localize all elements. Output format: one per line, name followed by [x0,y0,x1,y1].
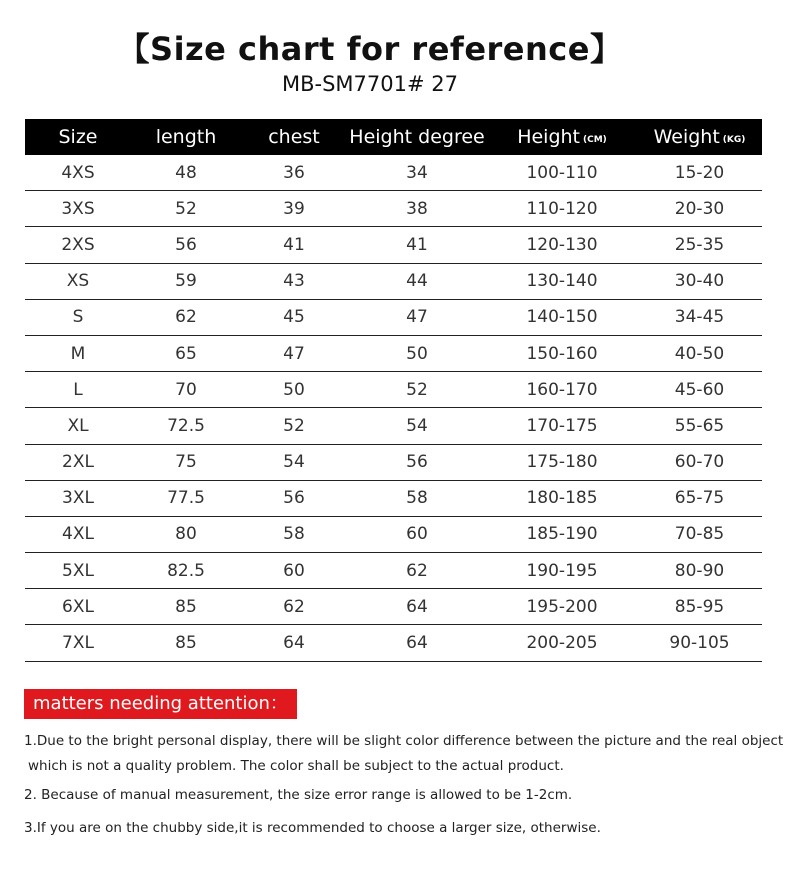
table-cell: 64 [347,589,487,625]
table-cell: 34 [347,155,487,191]
table-row [25,480,762,516]
table-cell: 38 [347,191,487,227]
table-cell: 41 [241,227,347,263]
column-header [347,119,487,155]
table-row [25,444,762,480]
table-cell: 2XL [25,444,131,480]
table-cell: 6XL [25,589,131,625]
table-cell: 200-205 [487,625,637,661]
note-3: 3.If you are on the chubby side,it is recommended to choose a larger size, otherwise. [24,820,601,836]
table-cell: 50 [241,372,347,408]
table-cell: 34-45 [637,299,762,335]
table-cell: 36 [241,155,347,191]
table-cell: 58 [347,480,487,516]
table-row [25,299,762,335]
table-cell: 15-20 [637,155,762,191]
table-cell: 180-185 [487,480,637,516]
table-cell: 30-40 [637,263,762,299]
table-cell: 54 [241,444,347,480]
table-cell: 52 [347,372,487,408]
table-cell: 85 [131,625,241,661]
table-cell: 70-85 [637,516,762,552]
column-header-label: Weight [653,126,720,148]
table-cell: 60-70 [637,444,762,480]
table-cell: 100-110 [487,155,637,191]
table-cell: 130-140 [487,263,637,299]
table-cell: M [25,335,131,371]
column-header-label: Height degree [349,126,485,148]
table-cell: 82.5 [131,553,241,589]
column-header-label: Size [58,126,98,148]
table-cell: 72.5 [131,408,241,444]
table-cell: 62 [241,589,347,625]
table-row [25,372,762,408]
table-row [25,516,762,552]
table-row [25,191,762,227]
column-header [131,119,241,155]
table-cell: 52 [131,191,241,227]
table-cell: 48 [131,155,241,191]
table-row [25,227,762,263]
table-cell: 77.5 [131,480,241,516]
table-cell: 45-60 [637,372,762,408]
column-header [637,119,762,155]
table-cell: 85-95 [637,589,762,625]
table-cell: S [25,299,131,335]
column-header-unit: (CM) [583,135,607,145]
table-cell: 170-175 [487,408,637,444]
page-title: 【Size chart for reference】 [117,30,623,68]
column-header-label: Height [517,126,580,148]
table-cell: 160-170 [487,372,637,408]
table-cell: 150-160 [487,335,637,371]
table-cell: 175-180 [487,444,637,480]
table-row [25,408,762,444]
table-cell: 47 [241,335,347,371]
table-cell: 80 [131,516,241,552]
table-cell: 25-35 [637,227,762,263]
table-cell: 190-195 [487,553,637,589]
table-cell: 45 [241,299,347,335]
table-row [25,625,762,661]
table-cell: 90-105 [637,625,762,661]
column-header-unit: (KG) [722,135,746,145]
size-chart-table [25,119,762,662]
table-cell: 62 [131,299,241,335]
note-2: 2. Because of manual measurement, the size error range is allowed to be 1-2cm. [24,787,573,803]
column-header [487,119,637,155]
note-1-line-2: which is not a quality problem. The color shall be subject to the actual product. [28,758,564,774]
table-cell: L [25,372,131,408]
table-cell: 47 [347,299,487,335]
table-cell: 39 [241,191,347,227]
table-cell: 120-130 [487,227,637,263]
table-cell: 40-50 [637,335,762,371]
table-row [25,263,762,299]
table-cell: 195-200 [487,589,637,625]
table-cell: 70 [131,372,241,408]
table-cell: 65-75 [637,480,762,516]
table-cell: 41 [347,227,487,263]
table-cell: 4XL [25,516,131,552]
table-cell: 50 [347,335,487,371]
table-cell: 3XS [25,191,131,227]
table-cell: 54 [347,408,487,444]
note-1-line-1: 1.Due to the bright personal display, there will be slight color difference between the picture and the real object [24,733,784,749]
attention-banner: matters needing attention： [24,689,297,719]
table-header-row [25,119,762,155]
table-cell: 185-190 [487,516,637,552]
table-cell: 7XL [25,625,131,661]
table-cell: 64 [347,625,487,661]
table-cell: 85 [131,589,241,625]
table-cell: 56 [131,227,241,263]
table-cell: 65 [131,335,241,371]
table-row [25,335,762,371]
table-cell: 60 [347,516,487,552]
table-cell: 4XS [25,155,131,191]
table-cell: 56 [241,480,347,516]
table-cell: 75 [131,444,241,480]
table-cell: 80-90 [637,553,762,589]
table-row [25,589,762,625]
table-cell: 44 [347,263,487,299]
table-cell: 3XL [25,480,131,516]
table-cell: 55-65 [637,408,762,444]
table-cell: 43 [241,263,347,299]
table-body [25,155,762,661]
table-cell: 62 [347,553,487,589]
table-cell: 52 [241,408,347,444]
table-cell: 5XL [25,553,131,589]
table-cell: XS [25,263,131,299]
table-cell: 59 [131,263,241,299]
table-cell: 56 [347,444,487,480]
table-cell: 2XS [25,227,131,263]
table-cell: 58 [241,516,347,552]
model-number: MB-SM7701# 27 [282,72,458,96]
column-header [25,119,131,155]
column-header [241,119,347,155]
table-row [25,155,762,191]
column-header-label: chest [268,126,320,148]
column-header-label: length [155,126,217,148]
table-cell: 110-120 [487,191,637,227]
table-cell: XL [25,408,131,444]
table-row [25,553,762,589]
table-cell: 20-30 [637,191,762,227]
table-cell: 140-150 [487,299,637,335]
table-cell: 60 [241,553,347,589]
table-cell: 64 [241,625,347,661]
